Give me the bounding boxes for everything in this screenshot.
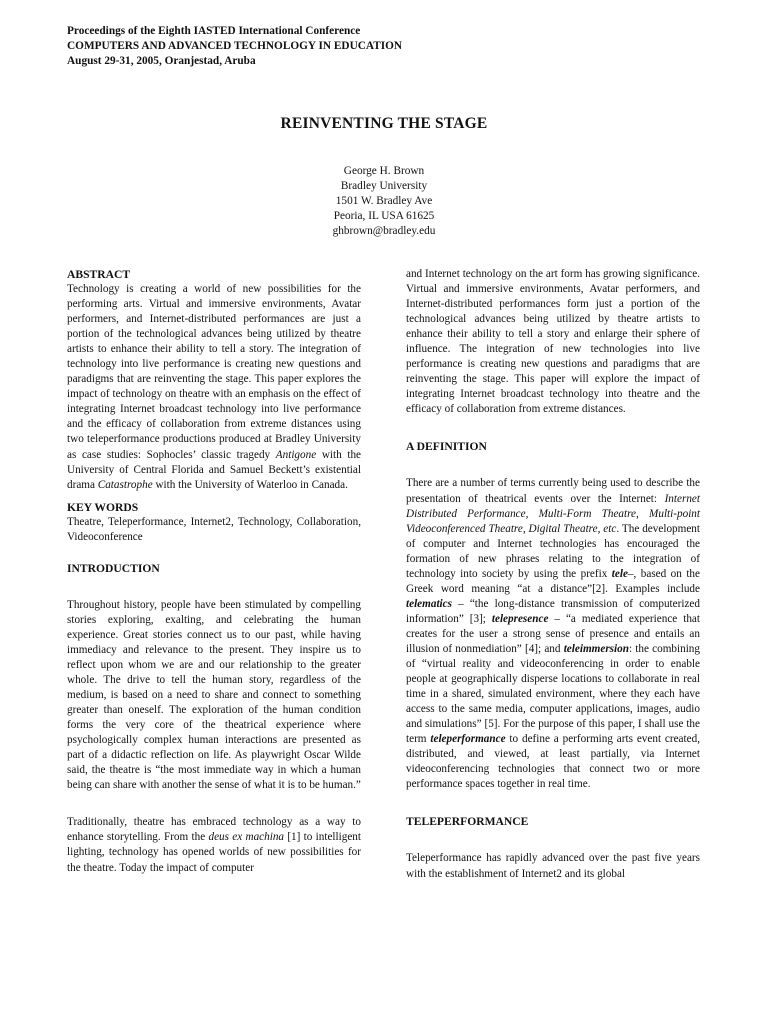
antigone-title: Antigone — [275, 448, 317, 461]
introduction-para-2: Traditionally, theatre has embraced technology as a way to enhance storytelling. From the deus ex machina [1] to intelligent lighting, technology has opened worlds of new possibilities for the theatre. Today the impact of computer — [67, 816, 362, 874]
teleperformance-text: Teleperformance has rapidly advanced over the past five years with the establishment of Internet2 and its global — [406, 852, 700, 880]
teleperformance-heading: TELEPERFORMANCE — [406, 815, 529, 829]
definition-text: There are a number of terms currently being used to describe the presentation of theatrical events over the Internet: Internet Distributed Performance, Multi-Form Theatre, Multi-point Videoconferenced Theatre, Digital Theatre, etc. The development of computer and Internet technologies has encouraged the formation of new phrases relating to the integration of technology into society by using the prefix tele–, based on the Greek word meaning “at a distance”[2]. Examples include telematics – “the long-distance transmission of computerized information” [3]; telepresence – “a mediated experience that creates for the user a strong sense of presence and entails an illusion of nonmediation” [4]; and teleimmersion: the combining of “virtual reality and videoconferencing in order to enable people at geographically disperse locations to collaborate in real time in a shared, simulated environment, where they each have access to the same media, computer applications, images, audio and simulations” [5]. For the purpose of this paper, I shall use the term teleperformance to define a performing arts event created, distributed, and viewed, at least partially, via Internet videoconferencing technologies that connect two or more performance spaces together in real time. — [406, 477, 701, 791]
proceedings-header — [67, 24, 402, 69]
abstract-heading: ABSTRACT — [67, 268, 131, 281]
keywords-heading: KEY WORDS — [67, 500, 139, 514]
paper-title: REINVENTING THE STAGE — [280, 115, 488, 132]
term-telepresence: telepresence — [491, 612, 549, 625]
header-line-1: Proceedings of the Eighth IASTED International Conference — [67, 25, 361, 37]
author-email[interactable]: ghbrown@bradley.edu — [332, 225, 436, 237]
left-column — [67, 267, 361, 876]
right-column — [406, 267, 700, 882]
author-institution: Bradley University — [340, 180, 428, 192]
introduction-heading: INTRODUCTION — [67, 561, 160, 575]
author-street: 1501 W. Bradley Ave — [335, 195, 433, 207]
author-city: Peoria, IL USA 61625 — [333, 210, 435, 222]
definition-heading: A DEFINITION — [406, 440, 487, 454]
introduction-para-1: Throughout history, people have been stimulated by compelling stories exploring, exalting, and celebrating the human experience. Great stories connect us to our past, while having immediacy and relevance to the present. They inspire us to reflect upon whom we are and our relationship to the greater whole. The drive to tell the human story, regardless of the medium, is based on a need to share and connect to something greater than oneself. The exploration of the human condition forms the very core of the theatrical experience where psychologically complex human interactions are presented as part of a didactic reflection on life. As playwright Oscar Wilde said, the theatre is “the most immediate way in which a human being can share with another the sense of what it is to be human.” — [67, 598, 361, 792]
header-line-2: COMPUTERS AND ADVANCED TECHNOLOGY IN EDUCATION — [67, 40, 403, 52]
abstract-text: Technology is creating a world of new possibilities for the performing arts. Virtual and immersive environments, Avatar performers, and Internet-distributed performances are just a portion of the technological advances being utilized by theatre artists to enhance their ability to tell a story. The integration of technology into live performance is creating new questions and paradigms that are reinventing the stage. This paper explores the impact of technology on theatre with an emphasis on the effect of integrating Internet broadcast technology into live performance and the efficacy of collaboration from extreme distances using two teleperformance productions produced at Bradley University as case studies: Sophocles’ classic tragedy Antigone with the University of Central Florida and Samuel Beckett’s existential drama Catastrophe with the University of Waterloo in Canada. — [67, 283, 361, 491]
term-telematics: telematics — [406, 597, 452, 610]
term-teleimmersion: teleimmersion — [563, 642, 629, 655]
author-name: George H. Brown — [343, 165, 425, 177]
introduction-para-2-continued: and Internet technology on the art form has growing significance. Virtual and immersive environments, Avatar performers, and Internet-distributed performances form just a portion of the technological advances being utilized by theatre artists to enhance their ability to tell a story and enlarge their sphere of influence. The integration of new technologies into live performance is creating new questions and paradigms that are reinventing the stage. This paper will explore the impact of integrating Internet broadcast technology into theatre and the efficacy of collaboration from extreme distances. — [406, 268, 700, 416]
term-tele: tele — [611, 567, 628, 580]
author-block — [0, 164, 768, 239]
catastrophe-title: Catastrophe — [97, 478, 153, 491]
keywords-text: Theatre, Teleperformance, Internet2, Technology, Collaboration, Videoconference — [67, 515, 361, 543]
deus-ex-machina: deus ex machina — [208, 831, 285, 844]
header-line-3: August 29-31, 2005, Oranjestad, Aruba — [67, 55, 256, 67]
term-teleperformance: teleperformance — [430, 733, 506, 746]
